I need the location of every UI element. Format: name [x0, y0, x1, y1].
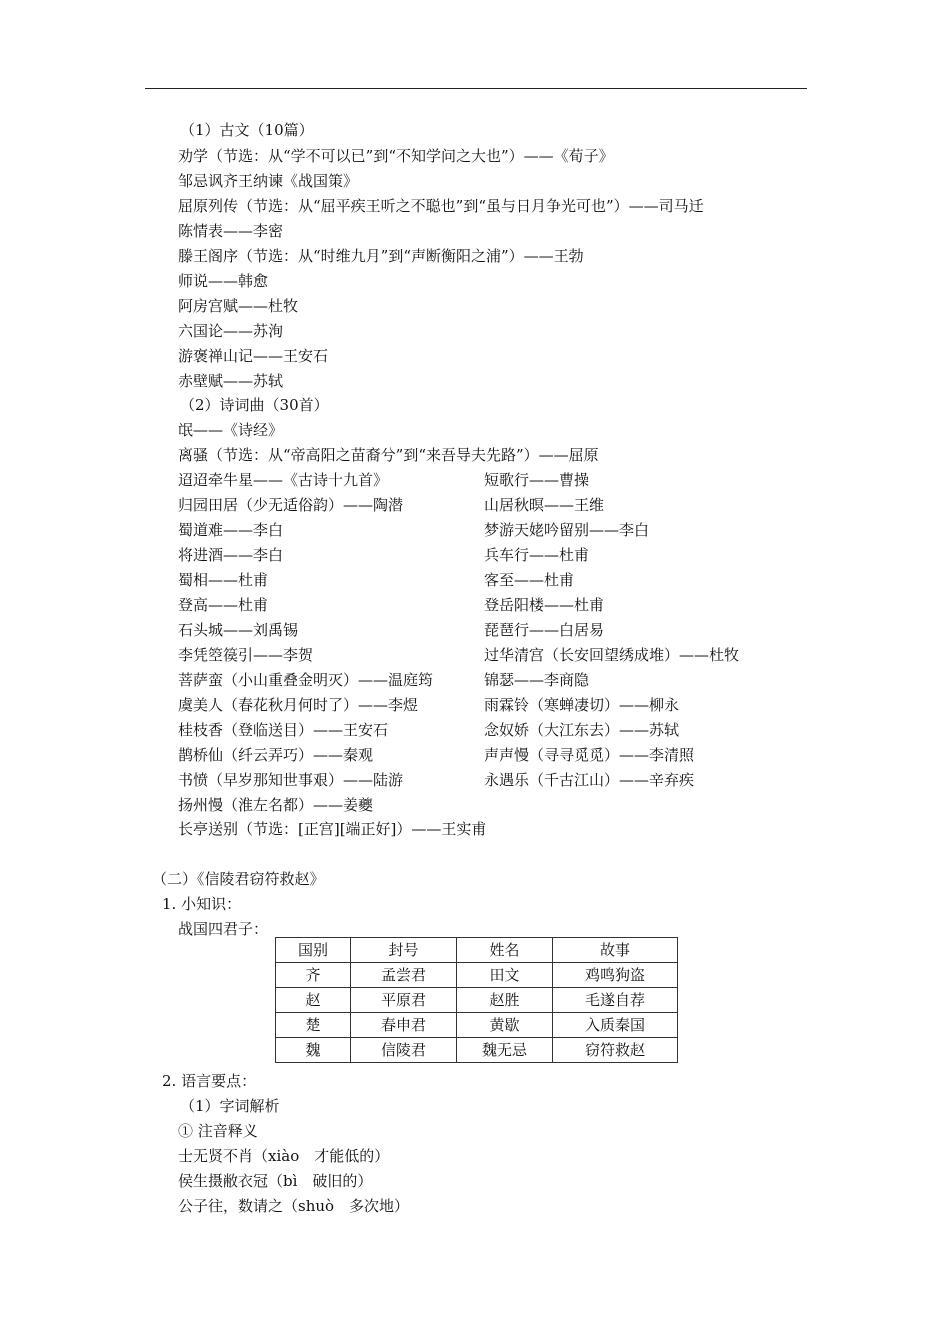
table-cell: 入质秦国 [553, 1013, 678, 1038]
shici-item-left: 虞美人（春花秋月何时了）——李煜 [178, 696, 419, 714]
guwen-item: 劝学（节选：从“学不可以已”到“不知学问之大也”）——《荀子》 [178, 147, 614, 165]
shici-item-left: 桂枝香（登临送目）——王安石 [178, 721, 389, 739]
table-cell: 魏无忌 [457, 1038, 553, 1063]
table-cell: 窃符救赵 [553, 1038, 678, 1063]
table-cell: 毛遂自荐 [553, 988, 678, 1013]
table-cell: 田文 [457, 963, 553, 988]
shici-item-left: 蜀道难——李白 [178, 521, 284, 539]
table-header-cell: 封号 [351, 938, 457, 963]
table-row [276, 988, 678, 1013]
table-cell: 赵 [276, 988, 351, 1013]
table-cell: 魏 [276, 1038, 351, 1063]
guwen-item: 邹忌讽齐王纳谏《战国策》 [178, 172, 359, 190]
point-2: 2. 语言要点： [162, 1072, 257, 1090]
shici-item-right: 登岳阳楼——杜甫 [484, 596, 605, 614]
shici-item-left: 书愤（早岁那知世事艰）——陆游 [178, 771, 404, 789]
table-header-cell: 故事 [553, 938, 678, 963]
point-1: 1. 小知识： [162, 895, 242, 913]
shici-item-right: 永遇乐（千古江山）——辛弃疾 [484, 771, 695, 789]
shici-item-right: 短歌行——曹操 [484, 471, 590, 489]
shici-item: 长亭送别（节选：[正宫][端正好]）——王实甫 [178, 820, 487, 838]
table-caption: 战国四君子： [178, 920, 269, 938]
guwen-item: 游褒禅山记——王安石 [178, 347, 329, 365]
sub-sub-heading: ① 注音释义 [178, 1122, 258, 1140]
shici-item-left: 登高——杜甫 [178, 596, 269, 614]
note-item: 公子往，数请之（shuò 多次地） [178, 1197, 410, 1215]
guwen-item: 滕王阁序（节选：从“时维九月”到“声断衡阳之浦”）——王勃 [178, 247, 584, 265]
table-header-cell: 国别 [276, 938, 351, 963]
guwen-item: 六国论——苏洵 [178, 322, 284, 340]
shici-item-left: 归园田居（少无适俗韵）——陶潜 [178, 496, 404, 514]
shici-item: 扬州慢（淮左名都）——姜夔 [178, 796, 374, 814]
shici-item-left: 石头城——刘禹锡 [178, 621, 299, 639]
table-cell: 黄歇 [457, 1013, 553, 1038]
table-cell: 春申君 [351, 1013, 457, 1038]
table-header-row [276, 938, 678, 963]
table-cell: 齐 [276, 963, 351, 988]
guwen-item: 屈原列传（节选：从“屈平疾王听之不聪也”到“虽与日月争光可也”）——司马迁 [178, 197, 704, 215]
shici-item: 氓——《诗经》 [178, 421, 284, 439]
shici-item-right: 锦瑟——李商隐 [484, 671, 590, 689]
shici-item-right: 琵琶行——白居易 [484, 621, 605, 639]
shici-item-right: 山居秋暝——王维 [484, 496, 605, 514]
shici-item-right: 声声慢（寻寻觅觅）——李清照 [484, 746, 695, 764]
guwen-item: 阿房宫赋——杜牧 [178, 297, 299, 315]
table-row [276, 1013, 678, 1038]
table-row [276, 1038, 678, 1063]
shici-item-left: 蜀相——杜甫 [178, 571, 269, 589]
section-heading: （二）《信陵君窃符救赵》 [152, 870, 325, 888]
table-cell: 平原君 [351, 988, 457, 1013]
shici-item-left: 李凭箜篌引——李贺 [178, 646, 314, 664]
shici-item-right: 雨霖铃（寒蝉凄切）——柳永 [484, 696, 680, 714]
guwen-item: 赤壁赋——苏轼 [178, 372, 284, 390]
shici-item-right: 客至——杜甫 [484, 571, 575, 589]
shici-item-right: 念奴娇（大江东去）——苏轼 [484, 721, 680, 739]
table-cell: 楚 [276, 1013, 351, 1038]
shici-heading: （2）诗词曲（30首） [180, 396, 329, 414]
header-rule [145, 88, 807, 89]
table-cell: 鸡鸣狗盗 [553, 963, 678, 988]
table-cell: 赵胜 [457, 988, 553, 1013]
shici-item-left: 菩萨蛮（小山重叠金明灭）——温庭筠 [178, 671, 434, 689]
shici-item-left: 鹊桥仙（纤云弄巧）——秦观 [178, 746, 374, 764]
sub-heading: （1）字词解析 [180, 1097, 280, 1115]
table-cell: 孟尝君 [351, 963, 457, 988]
note-item: 士无贤不肖（xiào 才能低的） [178, 1147, 390, 1165]
shici-item-left: 将进酒——李白 [178, 546, 284, 564]
guwen-heading: （1）古文（10篇） [180, 121, 314, 139]
shici-item-right: 兵车行——杜甫 [484, 546, 590, 564]
four-lords-table [275, 937, 678, 1063]
shici-item: 离骚（节选：从“帝高阳之苗裔兮”到“来吾导夫先路”）——屈原 [178, 446, 599, 464]
note-item: 侯生摄敝衣冠（bì 破旧的） [178, 1172, 373, 1190]
shici-item-left: 迢迢牵牛星——《古诗十九首》 [178, 471, 389, 489]
table-cell: 信陵君 [351, 1038, 457, 1063]
shici-item-right: 过华清宫（长安回望绣成堆）——杜牧 [484, 646, 740, 664]
shici-item-right: 梦游天姥吟留别——李白 [484, 521, 650, 539]
guwen-item: 陈情表——李密 [178, 222, 284, 240]
guwen-item: 师说——韩愈 [178, 272, 269, 290]
table-row [276, 963, 678, 988]
table-header-cell: 姓名 [457, 938, 553, 963]
